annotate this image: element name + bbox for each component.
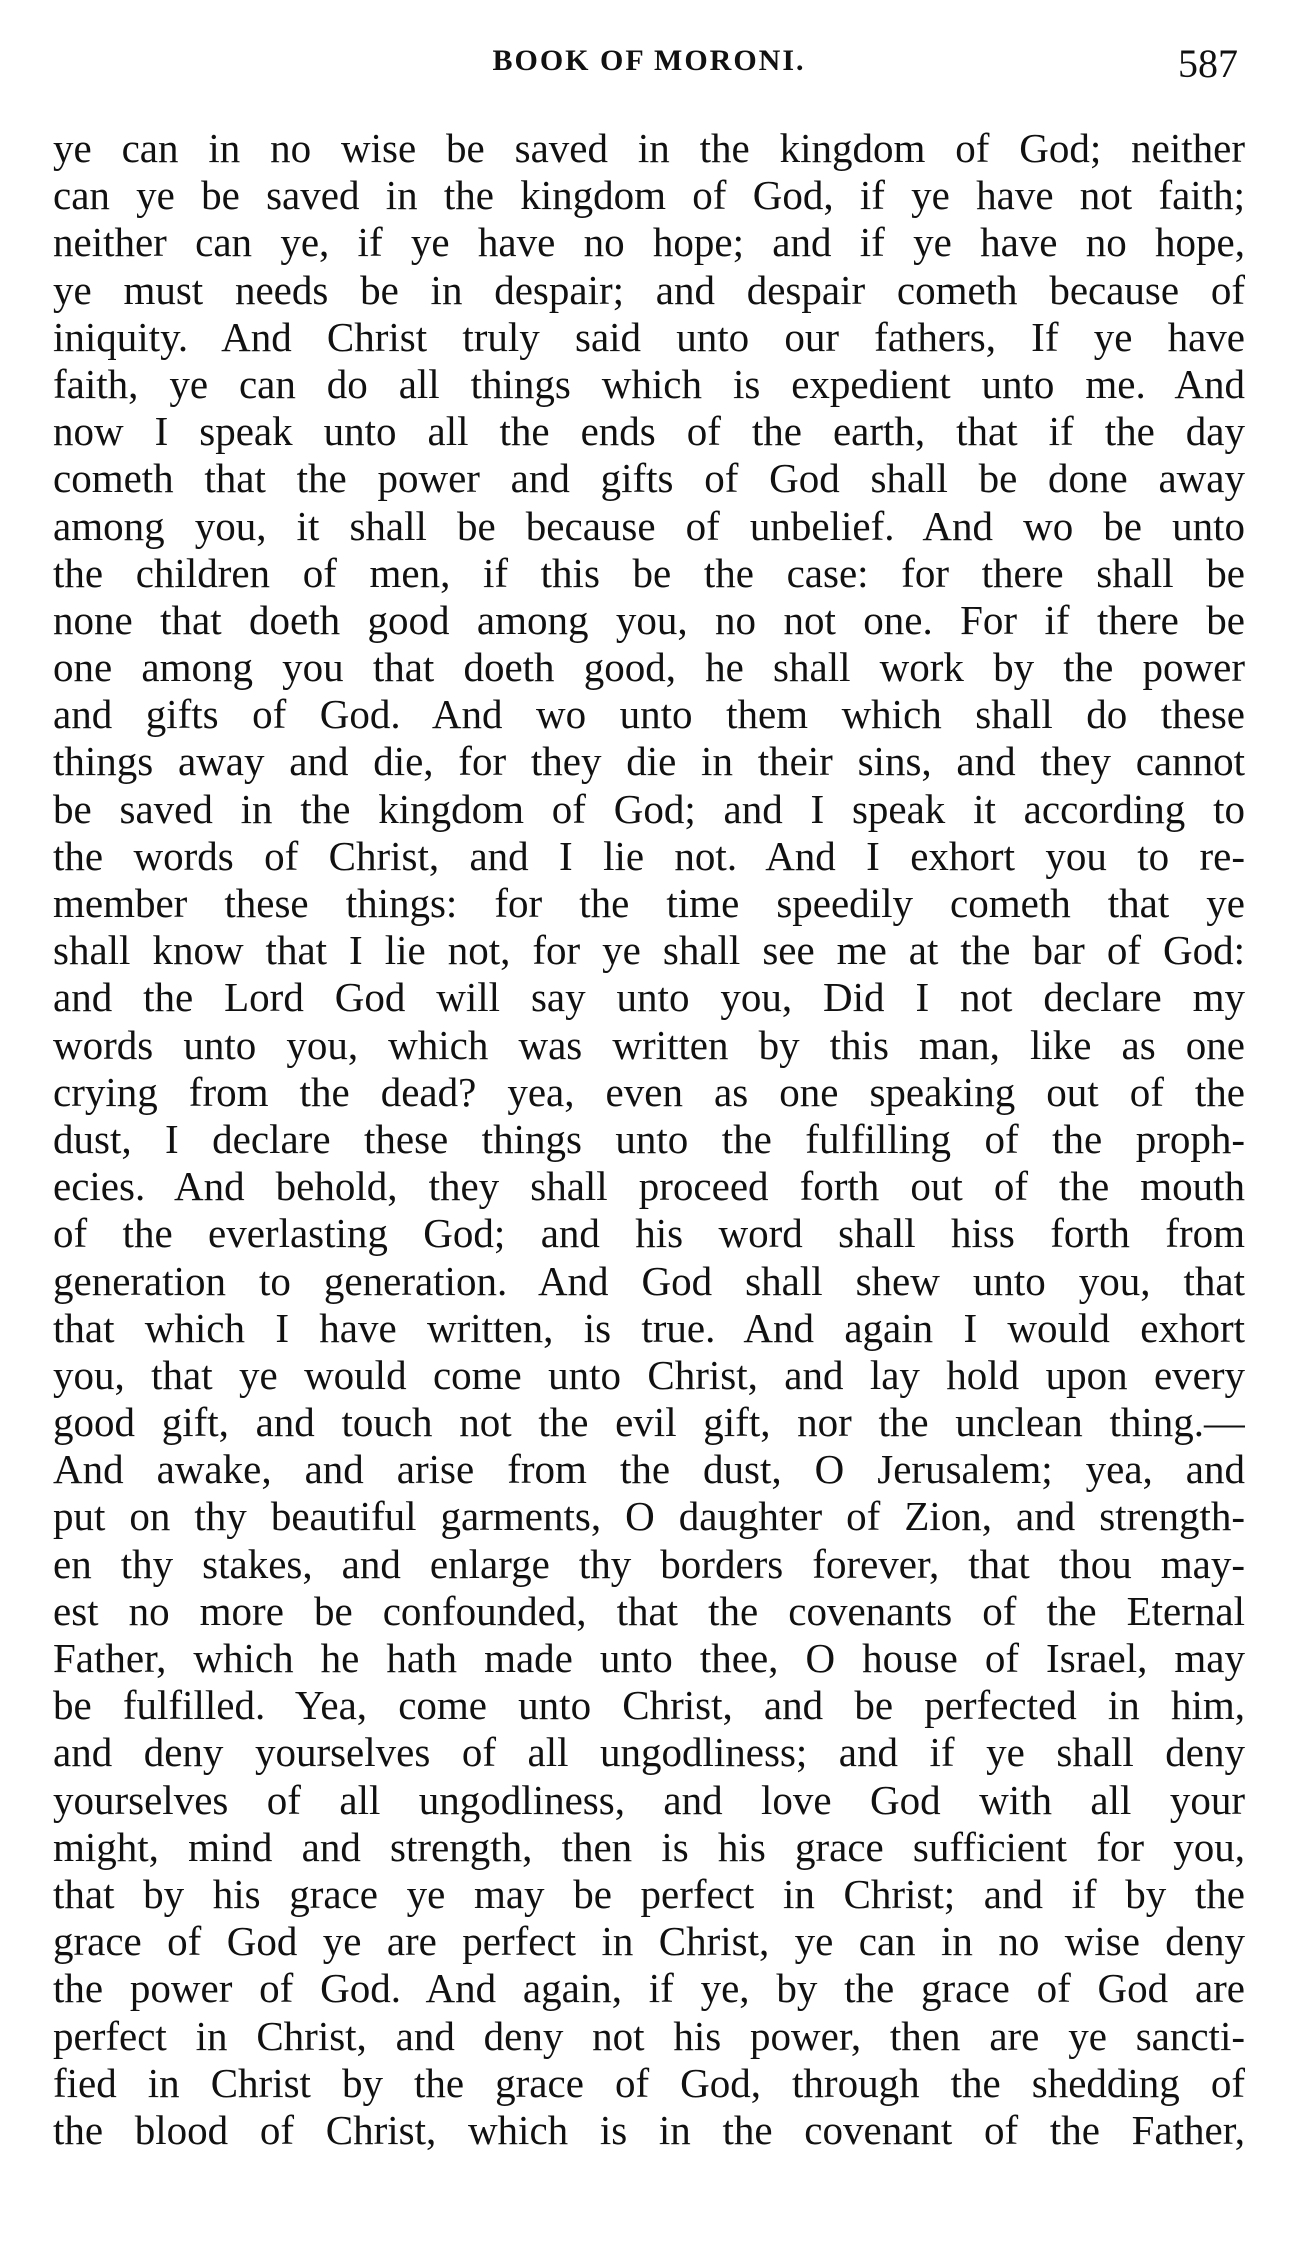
text-line: crying from the dead? yea, even as one speaking out of the (53, 1068, 1245, 1115)
text-line: none that doeth good among you, no not one. For if there be (53, 596, 1245, 643)
text-line: faith, ye can do all things which is expedient unto me. And (53, 360, 1245, 407)
text-line: be saved in the kingdom of God; and I speak it according to (53, 785, 1245, 832)
text-line: en thy stakes, and enlarge thy borders forever, that thou may- (53, 1540, 1245, 1587)
text-line: of the everlasting God; and his word shall hiss forth from (53, 1210, 1245, 1257)
text-line: ecies. And behold, they shall proceed forth out of the mouth (53, 1163, 1245, 1210)
text-line: might, mind and strength, then is his grace sufficient for you, (53, 1823, 1245, 1870)
text-line: perfect in Christ, and deny not his power, then are ye sancti- (53, 2012, 1245, 2059)
text-line: iniquity. And Christ truly said unto our fathers, If ye have (53, 313, 1245, 360)
text-line: ye must needs be in despair; and despair cometh because of (53, 266, 1245, 313)
text-line: grace of God ye are perfect in Christ, ye can in no wise deny (53, 1918, 1245, 1965)
text-line: be fulfilled. Yea, come unto Christ, and be perfected in him, (53, 1682, 1245, 1729)
text-line: words unto you, which was written by this man, like as one (53, 1021, 1245, 1068)
text-line: put on thy beautiful garments, O daughter of Zion, and strength- (53, 1493, 1245, 1540)
text-line: one among you that doeth good, he shall work by the power (53, 644, 1245, 691)
text-line: cometh that the power and gifts of God shall be done away (53, 455, 1245, 502)
text-line: shall know that I lie not, for ye shall see me at the bar of God: (53, 927, 1245, 974)
text-line: that by his grace ye may be perfect in Christ; and if by the (53, 1870, 1245, 1917)
text-line: that which I have written, is true. And again I would exhort (53, 1304, 1245, 1351)
text-line: yourselves of all ungodliness, and love God with all your (53, 1776, 1245, 1823)
text-line: the power of God. And again, if ye, by the grace of God are (53, 1965, 1245, 2012)
text-line: you, that ye would come unto Christ, and lay hold upon every (53, 1351, 1245, 1398)
text-line: And awake, and arise from the dust, O Jerusalem; yea, and (53, 1446, 1245, 1493)
text-line: dust, I declare these things unto the fulfilling of the proph- (53, 1115, 1245, 1162)
text-line: fied in Christ by the grace of God, through the shedding of (53, 2059, 1245, 2106)
text-line: est no more be confounded, that the covenants of the Eternal (53, 1587, 1245, 1634)
text-line: and deny yourselves of all ungodliness; and if ye shall deny (53, 1729, 1245, 1776)
text-line: can ye be saved in the kingdom of God, if ye have not faith; (53, 172, 1245, 219)
text-line: neither can ye, if ye have no hope; and if ye have no hope, (53, 219, 1245, 266)
text-line: ye can in no wise be saved in the kingdom of God; neither (53, 125, 1245, 171)
text-line: generation to generation. And God shall shew unto you, that (53, 1257, 1245, 1304)
text-line: now I speak unto all the ends of the earth, that if the day (53, 408, 1245, 455)
text-line: the words of Christ, and I lie not. And I exhort you to re- (53, 832, 1245, 879)
text-line: and gifts of God. And wo unto them which shall do these (53, 691, 1245, 738)
text-line: among you, it shall be because of unbelief. And wo be unto (53, 502, 1245, 549)
text-line: good gift, and touch not the evil gift, nor the unclean thing.— (53, 1399, 1245, 1446)
text-line: and the Lord God will say unto you, Did I not declare my (53, 974, 1245, 1021)
text-line: Father, which he hath made unto thee, O house of Israel, may (53, 1635, 1245, 1681)
text-line: the blood of Christ, which is in the covenant of the Father, (53, 2106, 1245, 2153)
body-text (53, 125, 1245, 2154)
page-number: 587 (1178, 41, 1238, 86)
running-head (0, 40, 1298, 90)
text-line: the children of men, if this be the case: for there shall be (53, 549, 1245, 596)
running-title: BOOK OF MORONI. (492, 44, 806, 77)
text-line: things away and die, for they die in their sins, and they cannot (53, 738, 1245, 785)
text-line: member these things: for the time speedily cometh that ye (53, 880, 1245, 926)
